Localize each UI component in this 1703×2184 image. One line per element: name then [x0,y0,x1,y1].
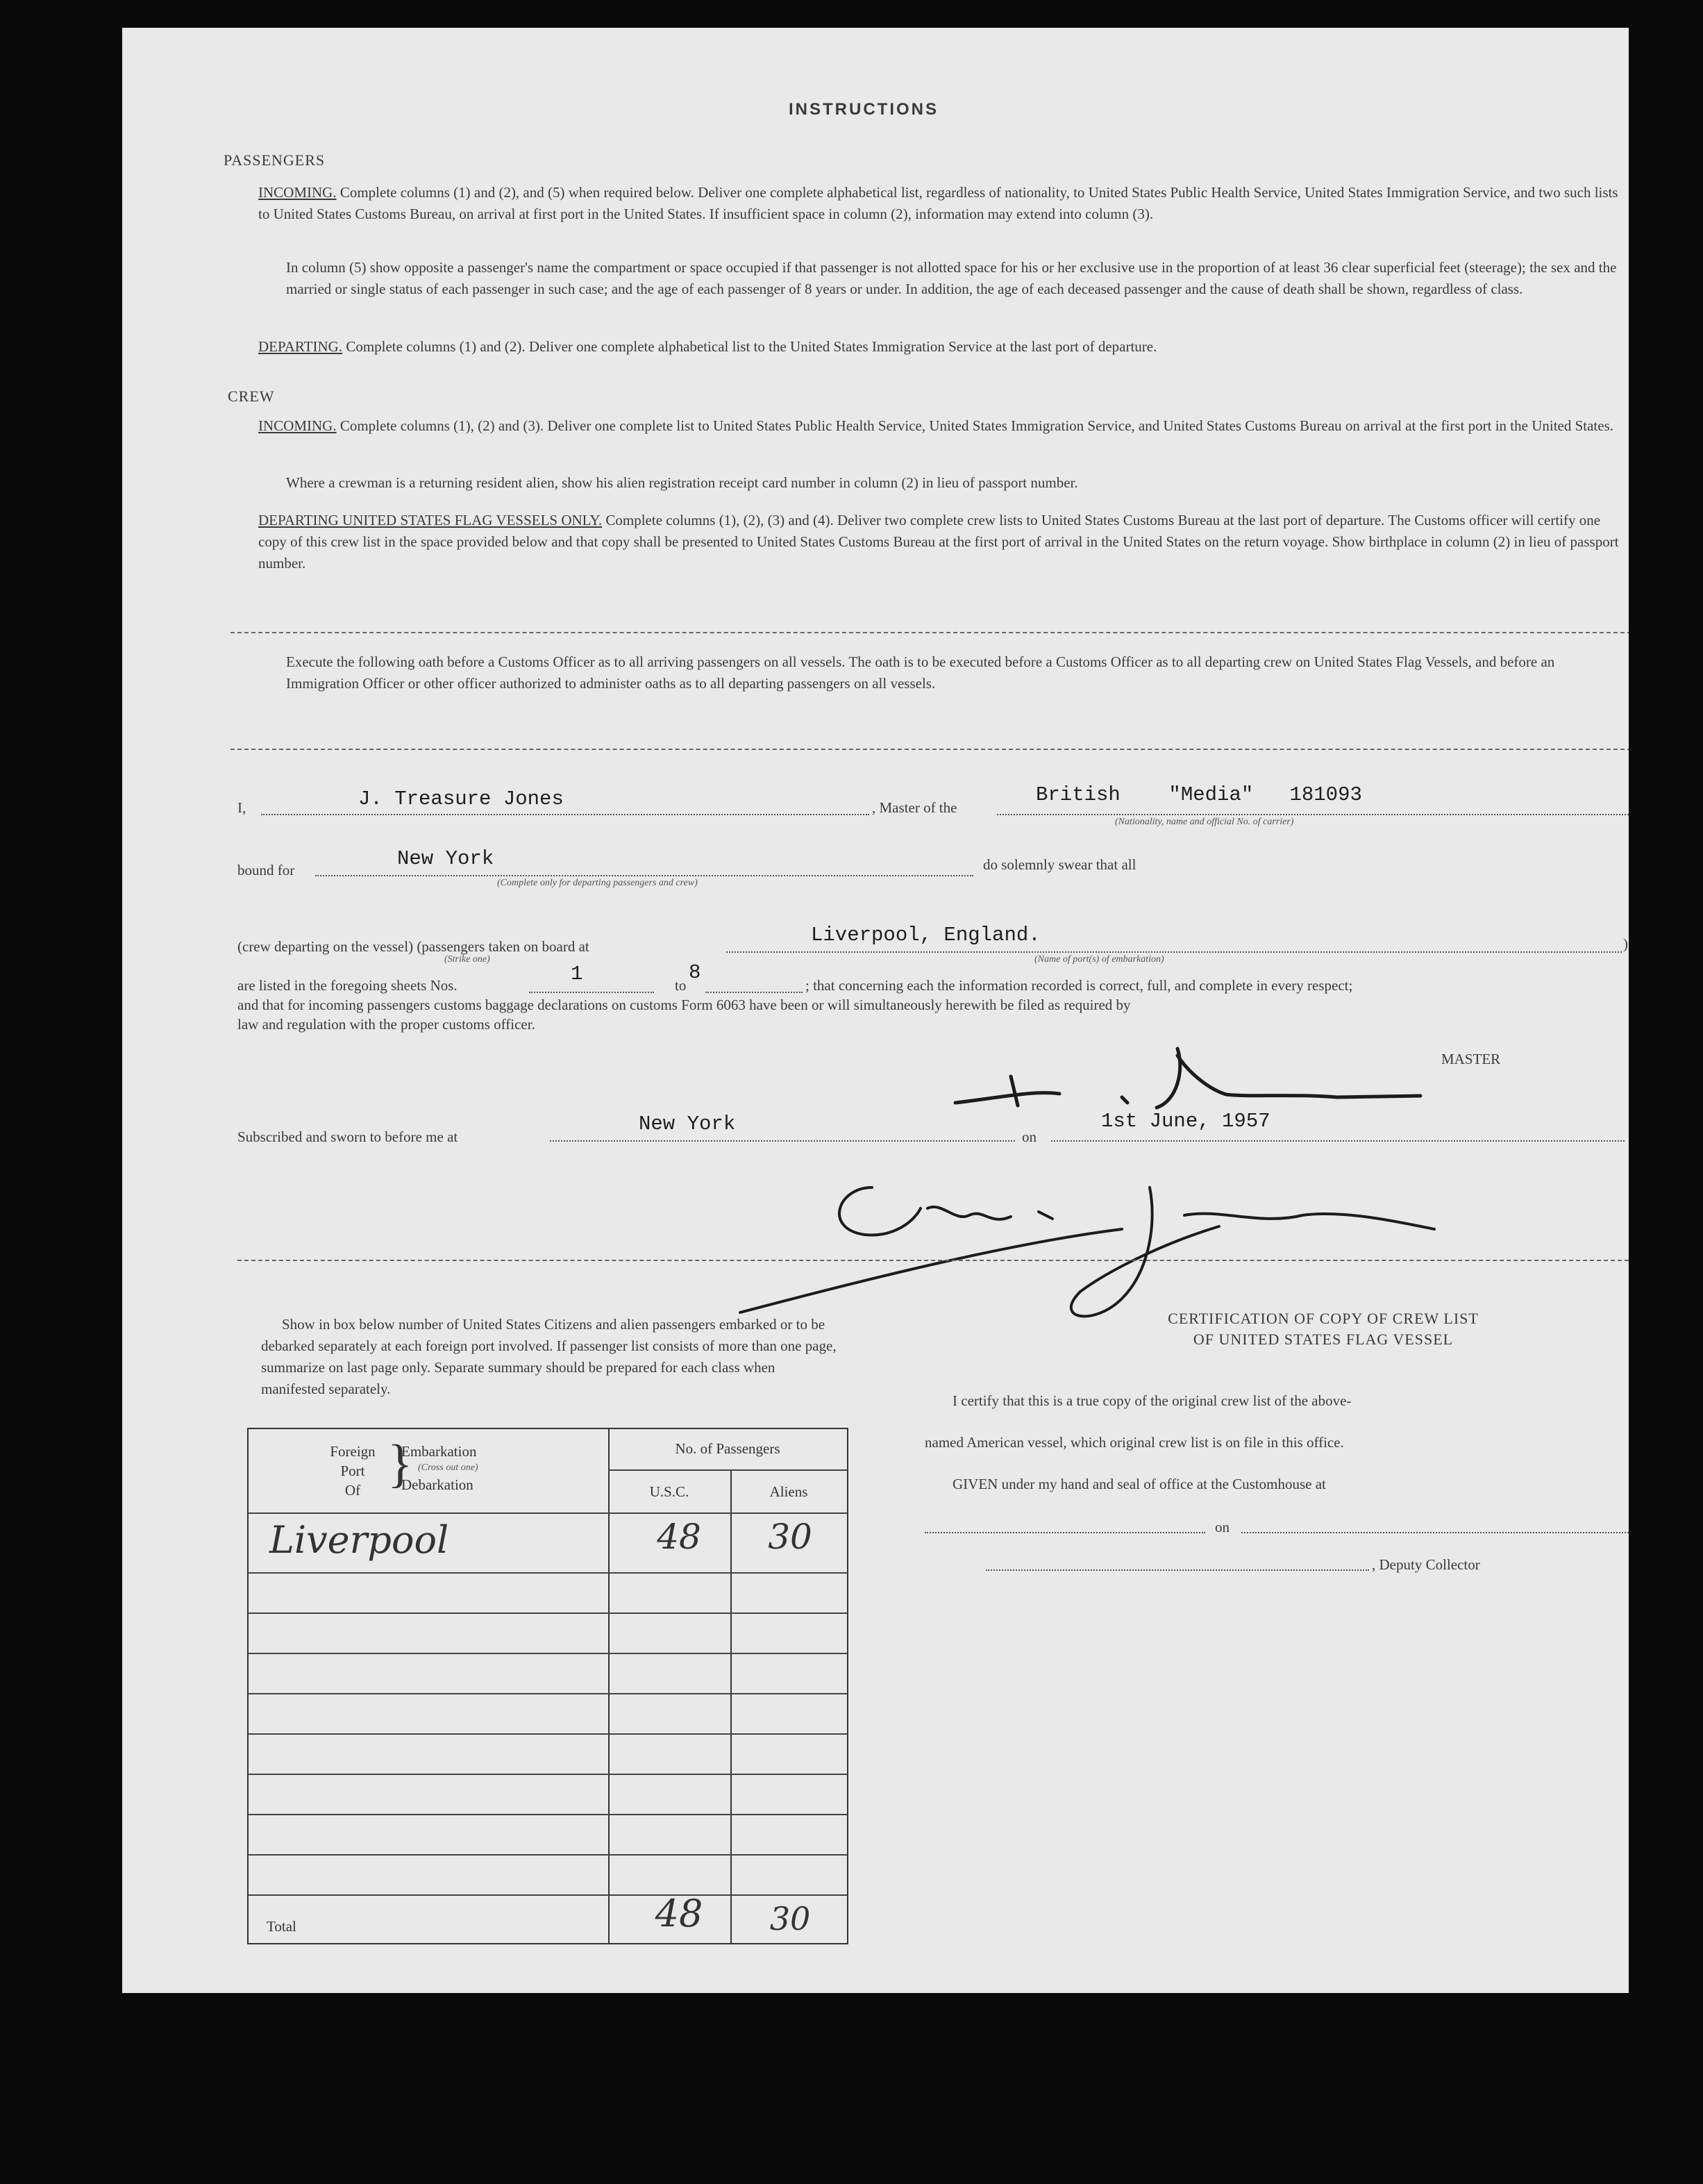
on-label: on [1022,1128,1037,1145]
header-cross-out: (Cross out one) [418,1462,478,1473]
row-divider [249,1814,847,1815]
crew-departing-paragraph [258,510,1622,574]
listed-text-3: law and regulation with the proper customs officer. [237,1016,535,1033]
deputy-collector-label: , Deputy Collector [1372,1556,1480,1573]
row-divider [249,1653,847,1654]
deputy-collector-line [986,1569,1369,1571]
row-divider [249,1572,847,1574]
bound-for-caption: (Complete only for departing passengers and crew) [497,878,698,888]
crew-departing-text: Complete columns (1), (2), (3) and (4). Deliver two complete crew lists to United States Customs Bureau at the last port of departure. The Customs officer will certify one copy of this crew list in the space provided below and that copy shall be presented to United States Customs Bureau at the first port of arrival in the United States on the return voyage. Show birthplace in column (2) in lieu of passport number. [258,512,1619,572]
passengers-heading: PASSENGERS [224,151,326,169]
strike-label: (crew departing on the vessel) (passengers taken on board at [237,938,589,955]
sheet-to-line [705,992,803,993]
row-divider [249,1894,847,1896]
embark-caption: (Name of port(s) of embarkation) [1034,954,1164,965]
passenger-summary-table [247,1428,848,1944]
sheet-from: 1 [571,962,583,985]
crew-incoming-text: Complete columns (1), (2) and (3). Deliver one complete list to United States Public Health Service, United States Immigration Service, and United States Customs Bureau on arrival at the first port in the United States. [339,417,1614,434]
certification-line-3: GIVEN under my hand and seal of office at the Customhouse at [953,1476,1326,1492]
oath-i-label: I, [237,799,246,816]
row-divider [249,1733,847,1735]
row-divider [249,1693,847,1694]
header-of: Of [344,1482,361,1499]
total-label: Total [267,1918,296,1935]
header-debarkation: Debarkation [401,1476,473,1493]
total-usc: 48 [655,1892,703,1935]
listed-text-2: and that for incoming passengers customs baggage declarations on customs Form 6063 have been or will simultaneously herewith be filed as required by [237,997,1131,1013]
certification-title [1018,1308,1629,1350]
crew-incoming-paragraph [258,415,1622,437]
certification-on-label: on [1215,1519,1230,1535]
summary-instruction: Show in box below number of United States Citizens and alien passengers embarked or to be debarked separately at each foreign port involved. If passenger list consists of more than one page, summarize on last page only. Separate summary should be prepared for each class when manifested separately. [261,1316,837,1397]
bound-for-line [315,875,973,876]
embark-port-line [726,951,1622,953]
listed-text: ; that concerning each the information recorded is correct, full, and complete in every respect; [805,977,1353,994]
master-of-label: , Master of the [872,799,957,816]
page-title: INSTRUCTIONS [789,100,939,119]
row-divider [249,1854,847,1856]
sworn-date: 1st June, 1957 [1101,1110,1270,1133]
header-passengers: No. of Passengers [675,1440,780,1457]
certification-line-1: I certify that this is a true copy of the original crew list of the above- [953,1392,1352,1409]
divider [230,749,1629,750]
sheet-from-line [529,992,654,993]
close-paren: ) [1623,935,1628,952]
crew-incoming-label: INCOMING. [258,417,337,434]
header-aliens: Aliens [769,1483,808,1500]
sworn-date-line [1051,1140,1625,1142]
col-embark-debark [401,1442,540,1494]
col-foreign-port-of [318,1442,387,1500]
header-foreign: Foreign [330,1443,376,1460]
certification-title-1: CERTIFICATION OF COPY OF CREW LIST [1168,1310,1479,1327]
bound-for-value: New York [397,847,494,870]
listed-label: are listed in the foregoing sheets Nos. [237,977,458,994]
passengers-incoming-label: INCOMING. [258,184,337,201]
strike-caption: (Strike one) [444,954,490,965]
oath-instruction: Execute the following oath before a Customs Officer as to all arriving passengers on all vessels. The oath is to be executed before a Customs Officer as to all departing crew on United States Flag Vessels, and before an Immigration Officer or other officer authorized to administer oaths as to all departing passengers on all vessels. [286,653,1555,692]
passengers-incoming-text: Complete columns (1) and (2), and (5) when required below. Deliver one complete alphabetical list, regardless of nationality, to United States Public Health Service, United States Immigration Service, and two such lists to United States Customs Bureau, on arrival at first port in the United States. If insufficient space in column (2), information may extend into column (3). [258,184,1618,222]
vessel-name: British "Media" 181093 [1036,783,1362,806]
row1-usc: 48 [657,1517,701,1557]
master-signature [948,1028,1573,1118]
row-divider [249,1774,847,1775]
header-usc: U.S.C. [649,1483,689,1500]
to-label: to [675,977,687,994]
passengers-column5-text: In column (5) show opposite a passenger's name the compartment or space occupied if that passenger is not allotted space for his or her exclusive use in the proportion of at least 36 clear superficial feet (steerage); the sex and the married or single status of each passenger in such case; and the age of each passenger of 8 years or under. In addition, the age of each deceased passenger and the cause of death shall be shown, regardless of class. [286,259,1617,297]
row1-aliens: 30 [768,1517,812,1557]
swear-label: do solemnly swear that all [983,856,1136,873]
divider [237,1260,1629,1261]
certification-title-2: OF UNITED STATES FLAG VESSEL [1193,1331,1454,1348]
vessel-line [997,814,1629,815]
certification-line-2: named American vessel, which original crew list is on file in this office. [925,1434,1344,1451]
passengers-incoming-paragraph [258,182,1622,225]
master-name: J. Treasure Jones [358,787,564,810]
sworn-place: New York [639,1112,736,1135]
sworn-place-line [550,1140,1015,1142]
document-page [122,28,1629,1993]
total-aliens: 30 [769,1900,811,1937]
row1-port: Liverpool [269,1518,449,1562]
passengers-departing-label: DEPARTING. [258,338,343,355]
subscribed-label: Subscribed and sworn to before me at [237,1128,458,1145]
header-port: Port [340,1462,365,1479]
vessel-caption: (Nationality, name and official No. of carrier) [1115,817,1294,827]
sheet-to: 8 [689,961,701,984]
certification-date-line [1241,1532,1629,1533]
master-name-line [261,814,869,815]
crew-departing-label: DEPARTING UNITED STATES FLAG VESSELS ONLY. [258,512,603,528]
header-embarkation: Embarkation [401,1443,477,1460]
crew-heading: CREW [228,387,275,405]
column-divider [730,1469,732,1943]
column-divider [608,1429,610,1943]
customhouse-line [925,1532,1205,1533]
row-divider [249,1612,847,1614]
row-divider [249,1512,847,1514]
crew-resident-text: Where a crewman is a returning resident alien, show his alien registration receipt card number in column (2) in lieu of passport number. [286,474,1078,491]
bound-for-label: bound for [237,862,295,878]
passengers-departing-paragraph [258,336,1622,358]
brace-icon: } [387,1435,413,1493]
master-label: MASTER [1441,1051,1501,1067]
header-divider [608,1469,847,1471]
embark-port: Liverpool, England. [811,924,1041,947]
passengers-departing-text: Complete columns (1) and (2). Deliver one complete alphabetical list to the United States Immigration Service at the last port of departure. [346,338,1157,355]
divider [230,632,1629,633]
